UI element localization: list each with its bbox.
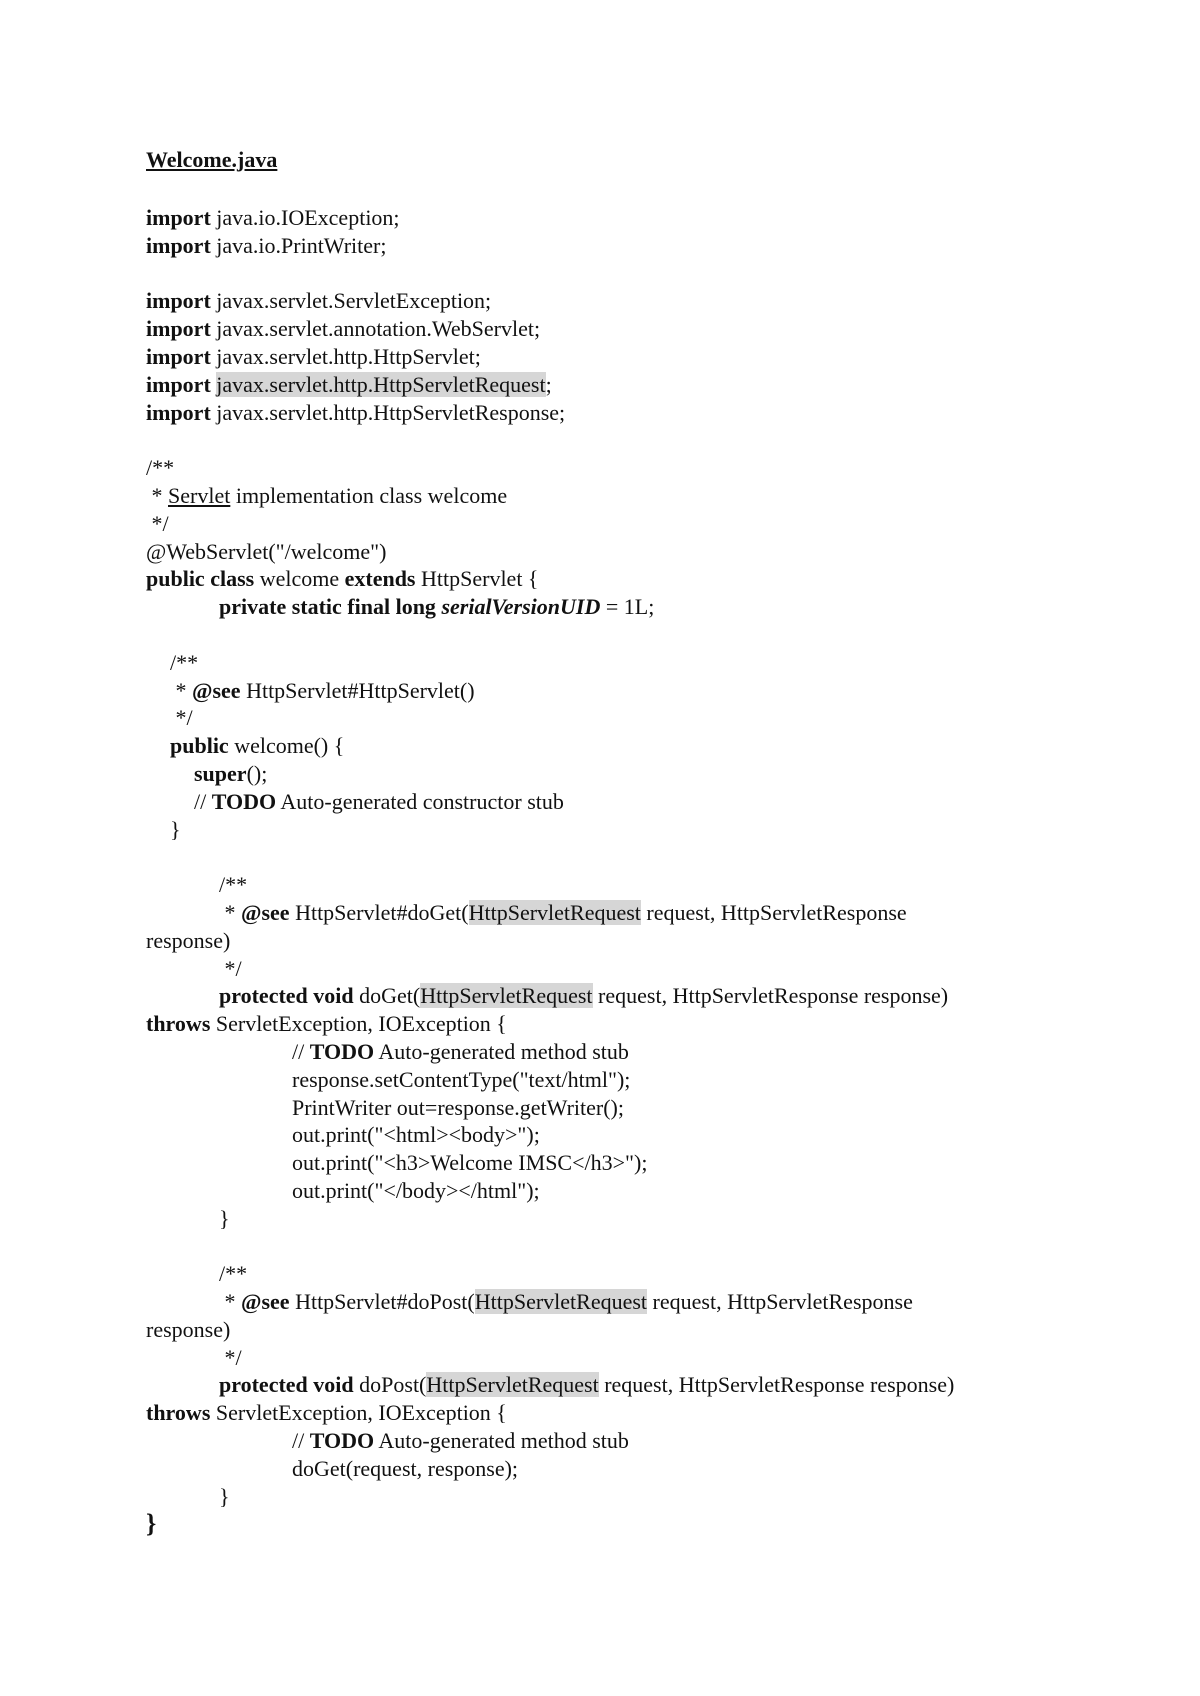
keyword: import — [146, 399, 211, 425]
blank-line — [146, 260, 1106, 288]
code-statement: PrintWriter out=response.getWriter(); — [292, 1094, 624, 1120]
comment-close: */ — [219, 1344, 242, 1370]
comment-prefix: // — [194, 788, 212, 814]
code-line-import — [146, 399, 1106, 427]
highlighted-text: HttpServletRequest — [474, 1289, 648, 1315]
todo-comment — [146, 1427, 1106, 1455]
keyword: throws — [146, 1400, 211, 1426]
code-text: javax.servlet.http.HttpServlet; — [210, 343, 481, 369]
code-text: welcome() { — [228, 733, 345, 759]
highlighted-text: HttpServletRequest — [420, 983, 593, 1009]
code-line-import — [146, 204, 1106, 232]
serial-field — [146, 593, 1106, 621]
code-text: java.io.IOException; — [210, 205, 400, 230]
comment-star: * — [146, 482, 168, 508]
code-statement: out.print("</body></html"); — [292, 1177, 540, 1203]
keyword: TODO — [211, 788, 277, 814]
class-declaration — [146, 565, 1106, 593]
code-text: welcome — [254, 566, 345, 592]
keyword: TODO — [309, 1038, 375, 1064]
comment-line — [146, 1288, 1106, 1316]
method-declaration — [146, 1371, 1106, 1399]
keyword: extends — [344, 566, 416, 592]
code-line-import — [146, 232, 1106, 260]
keyword: throws — [146, 1011, 211, 1037]
code-text: javax.servlet.annotation.WebServlet; — [210, 316, 541, 342]
throws-clause — [146, 1399, 1106, 1427]
super-call — [146, 760, 1106, 788]
code-text: javax.servlet.ServletException; — [210, 288, 492, 314]
code-text: javax.servlet.http.HttpServletResponse; — [210, 399, 566, 425]
comment-text: request, HttpServletResponse — [640, 899, 907, 925]
code-text: ServletException, IOException { — [210, 1400, 507, 1426]
keyword: import — [146, 316, 211, 342]
blank-line — [146, 843, 1106, 871]
keyword: protected void — [219, 983, 354, 1009]
comment-star: * — [219, 1289, 241, 1315]
comment-text: Auto-generated constructor stub — [276, 788, 564, 814]
highlighted-text: javax.servlet.http.HttpServletRequest — [216, 371, 546, 397]
highlighted-text: HttpServletRequest — [468, 899, 641, 925]
comment-open: /** — [219, 1261, 248, 1287]
comment-text: HttpServlet#HttpServlet() — [240, 677, 475, 703]
underlined-word: Servlet — [168, 482, 231, 508]
comment-wrap: response) — [146, 927, 231, 953]
code-line-import — [146, 343, 1106, 371]
code-text: doPost( — [353, 1372, 427, 1398]
code-line-import — [146, 287, 1106, 315]
keyword: @see — [241, 1289, 290, 1315]
comment-line — [146, 899, 1106, 927]
class-closing-brace: } — [146, 1509, 157, 1539]
comment-star: * — [219, 899, 241, 925]
closing-brace: } — [219, 1205, 230, 1231]
comment-line — [146, 677, 1106, 705]
annotation: @WebServlet("/welcome") — [146, 538, 387, 564]
code-listing — [146, 204, 1106, 1538]
field-name: serialVersionUID — [441, 594, 601, 620]
keyword: TODO — [309, 1428, 375, 1454]
code-statement: response.setContentType("text/html"); — [292, 1066, 631, 1092]
code-text: java.io.PrintWriter; — [210, 232, 387, 258]
blank-line — [146, 1232, 1106, 1260]
code-line-import — [146, 315, 1106, 343]
document-title: Welcome.java — [146, 147, 278, 172]
keyword: import — [146, 205, 211, 230]
method-declaration — [146, 982, 1106, 1010]
comment-text: implementation class welcome — [230, 482, 508, 508]
comment-open: /** — [146, 455, 175, 481]
code-text: request, HttpServletResponse response) — [592, 983, 949, 1009]
keyword: @see — [241, 899, 290, 925]
closing-brace: } — [170, 816, 181, 842]
code-text: doGet( — [353, 983, 421, 1009]
comment-star: * — [170, 677, 192, 703]
code-text: (); — [246, 760, 268, 786]
keyword: @see — [192, 677, 241, 703]
comment-close: */ — [170, 705, 193, 731]
code-text: request, HttpServletResponse response) — [598, 1372, 955, 1398]
comment-prefix: // — [292, 1038, 310, 1064]
comment-close: */ — [219, 955, 242, 981]
throws-clause — [146, 1010, 1106, 1038]
code-text: ServletException, IOException { — [210, 1011, 507, 1037]
comment-open: /** — [219, 872, 248, 898]
code-statement: doGet(request, response); — [292, 1455, 519, 1481]
comment-text: HttpServlet#doGet( — [289, 899, 469, 925]
comment-text: request, HttpServletResponse — [647, 1289, 913, 1315]
keyword: public — [170, 733, 229, 759]
comment-open: /** — [170, 649, 199, 675]
code-statement: out.print("<h3>Welcome IMSC</h3>"); — [292, 1150, 648, 1176]
comment-text: HttpServlet#doPost( — [289, 1289, 475, 1315]
comment-close: */ — [146, 510, 169, 536]
comment-wrap: response) — [146, 1316, 231, 1342]
code-text: ; — [545, 371, 552, 397]
keyword: public class — [146, 566, 255, 592]
keyword: super — [194, 760, 247, 786]
blank-line — [146, 621, 1106, 649]
comment-text: Auto-generated method stub — [374, 1428, 629, 1454]
keyword: protected void — [219, 1372, 354, 1398]
comment-prefix: // — [292, 1428, 310, 1454]
constructor-declaration — [146, 732, 1106, 760]
keyword: import — [146, 343, 211, 369]
code-statement: out.print("<html><body>"); — [292, 1122, 540, 1148]
keyword: import — [146, 371, 211, 397]
keyword: private static final long — [219, 594, 436, 620]
highlighted-text: HttpServletRequest — [426, 1372, 599, 1398]
comment-text: Auto-generated method stub — [374, 1038, 629, 1064]
keyword: import — [146, 232, 211, 258]
keyword: import — [146, 288, 211, 314]
closing-brace: } — [219, 1483, 230, 1509]
blank-line — [146, 426, 1106, 454]
code-line-import — [146, 371, 1106, 399]
code-text: HttpServlet { — [415, 566, 539, 592]
todo-comment — [146, 1038, 1106, 1066]
comment-line — [146, 482, 1106, 510]
code-text: = 1L; — [600, 594, 655, 620]
todo-comment — [146, 788, 1106, 816]
